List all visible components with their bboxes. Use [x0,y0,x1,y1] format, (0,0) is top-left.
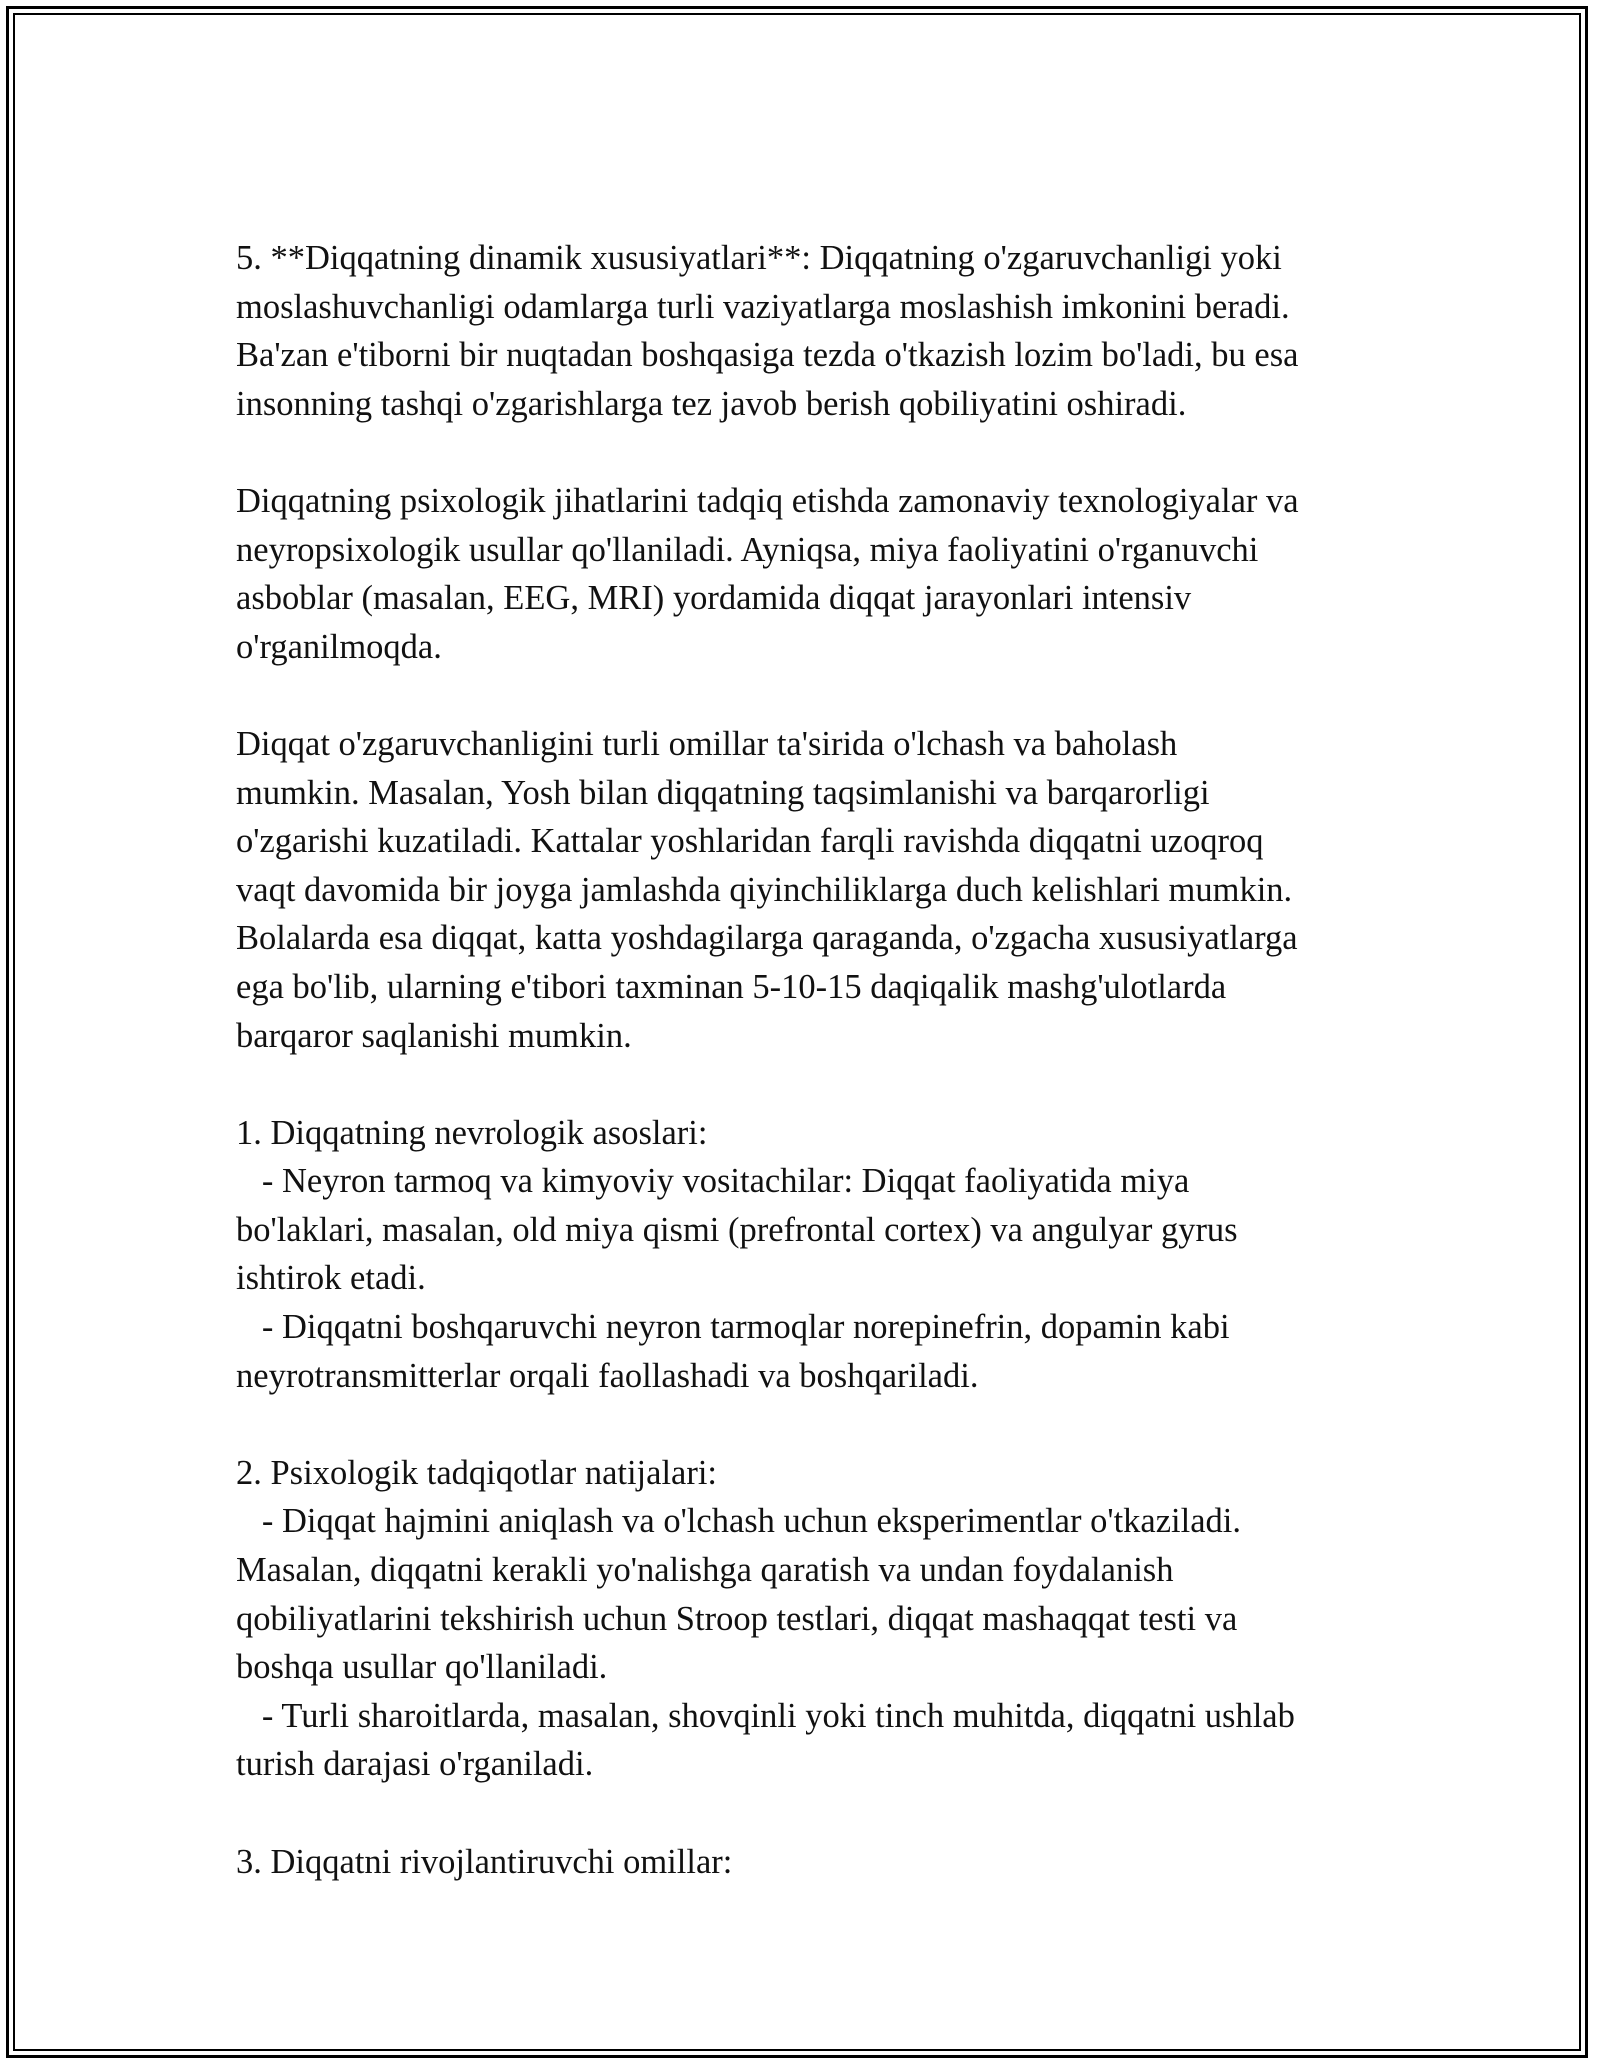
text-line: mumkin. Masalan, Yosh bilan diqqatning taqsimlanishi va barqarorligi [236,773,1210,812]
list-heading: 1. Diqqatning nevrologik asoslari: [236,1113,708,1152]
paragraph-dynamic-properties [236,234,1396,428]
text-line: ishtirok etadi. [236,1259,426,1298]
list-heading: 3. Diqqatni rivojlantiruvchi omillar: [236,1842,733,1881]
text-line: Bolalarda esa diqqat, katta yoshdagilarga qaraganda, o'zgacha xususiyatlarga [236,919,1298,958]
text-line: Diqqat o'zgaruvchanligini turli omillar ta'sirida o'lchash va baholash [236,724,1178,763]
text-line: neyropsixologik usullar qo'llaniladi. Ayniqsa, miya faoliyatini o'rganuvchi [236,530,1259,569]
text-line: asboblar (masalan, EEG, MRI) yordamida diqqat jarayonlari intensiv [236,579,1192,618]
text-line: - Diqqatni boshqaruvchi neyron tarmoqlar norepinefrin, dopamin kabi [236,1308,1230,1347]
paragraph-spacer [236,428,1396,477]
document-body [236,234,1396,1886]
text-line: boshqa usullar qo'llaniladi. [236,1648,608,1687]
text-line: qobiliyatlarini tekshirish uchun Stroop testlari, diqqat mashaqqat testi va [236,1599,1238,1638]
text-line: o'zgarishi kuzatiladi. Kattalar yoshlaridan farqli ravishda diqqatni uzoqroq [236,822,1264,861]
text-line: ega bo'lib, ularning e'tibori taxminan 5-10-15 daqiqalik mashg'ulotlarda [236,967,1227,1006]
text-line: moslashuvchanligi odamlarga turli vaziyatlarga moslashish imkonini beradi. [236,287,1290,326]
text-line: o'rganilmoqda. [236,627,442,666]
text-line: - Turli sharoitlarda, masalan, shovqinli yoki tinch muhitda, diqqatni ushlab [236,1696,1295,1735]
text-line: bo'laklari, masalan, old miya qismi (prefrontal cortex) va angulyar gyrus [236,1210,1238,1249]
list-heading: 2. Psixologik tadqiqotlar natijalari: [236,1453,718,1492]
text-line: Ba'zan e'tiborni bir nuqtadan boshqasiga tezda o'tkazish lozim bo'ladi, bu esa [236,336,1299,375]
text-line: Masalan, diqqatni kerakli yo'nalishga qaratish va undan foydalanish [236,1551,1174,1590]
list-section-neurological [236,1109,1396,1401]
text-line: vaqt davomida bir joyga jamlashda qiyinchiliklarga duch kelishlari mumkin. [236,870,1293,909]
list-section-development-factors [236,1838,1396,1887]
paragraph-spacer [236,1789,1396,1838]
paragraph-spacer [236,1060,1396,1109]
text-line: neyrotransmitterlar orqali faollashadi va boshqariladi. [236,1356,979,1395]
text-line: barqaror saqlanishi mumkin. [236,1016,632,1055]
paragraph-age-variability [236,720,1396,1060]
paragraph-spacer [236,1400,1396,1449]
paragraph-research-methods [236,477,1396,671]
text-line: - Diqqat hajmini aniqlash va o'lchash uchun eksperimentlar o'tkaziladi. [236,1502,1241,1541]
paragraph-spacer [236,671,1396,720]
text-line: 5. **Diqqatning dinamik xususiyatlari**: Diqqatning o'zgaruvchanligi yoki [236,239,1282,277]
list-section-psychological-research [236,1449,1396,1789]
text-line: Diqqatning psixologik jihatlarini tadqiq etishda zamonaviy texnologiyalar va [236,481,1299,520]
text-line: turish darajasi o'rganiladi. [236,1745,594,1784]
text-line: insonning tashqi o'zgarishlarga tez javob berish qobiliyatini oshiradi. [236,384,1187,423]
text-line: - Neyron tarmoq va kimyoviy vositachilar: Diqqat faoliyatida miya [236,1162,1190,1201]
